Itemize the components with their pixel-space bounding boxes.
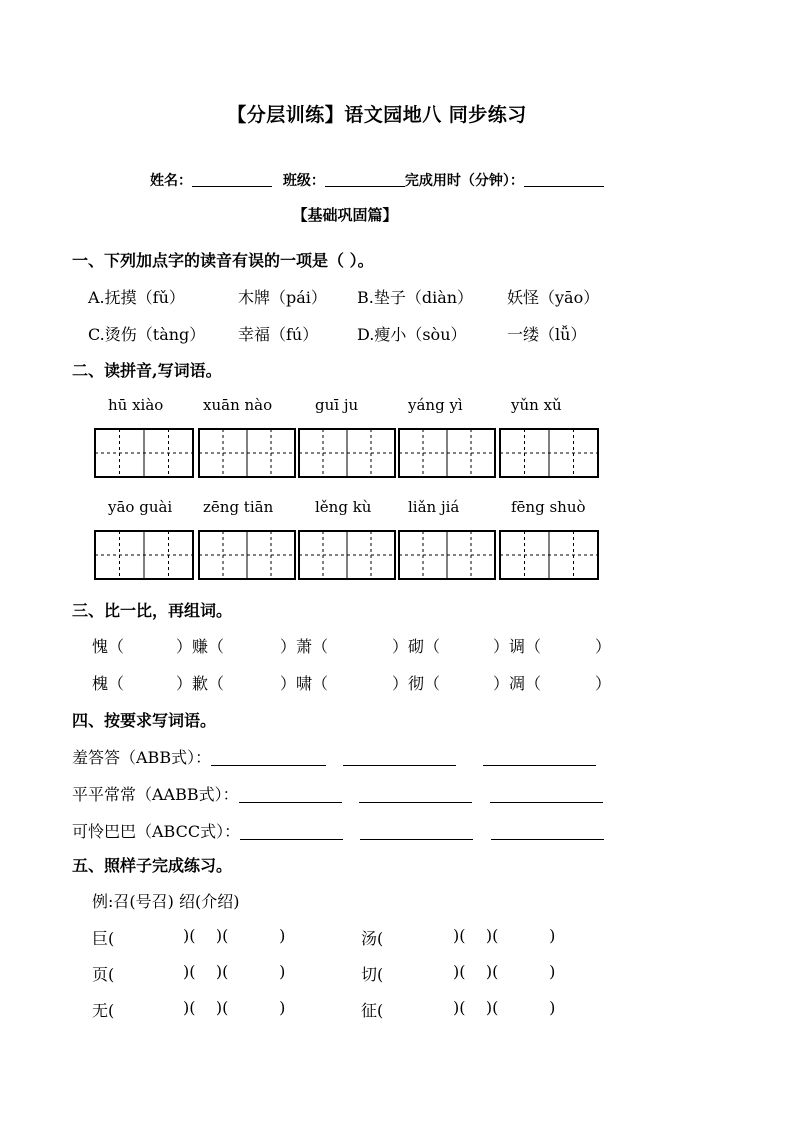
section-subtitle: 【基础巩固篇】 [292,206,398,224]
paren-group: )( )( ) [183,926,286,945]
pinyin-label: fēng shuò [511,498,586,516]
q5-left-char: 页( [92,965,115,984]
q5-left-char: 巨( [92,929,115,948]
writing-grid-row-2[interactable] [0,527,794,587]
pinyin-label: lěng kù [315,498,372,516]
q5-example: 例:召(号召) 绍(介绍) [92,892,240,911]
class-label: 班级： [282,173,325,189]
q1-option: 妖怪（yāo） [507,288,600,307]
char-compare-item: ） [595,674,612,693]
char-compare-item: ）调（ [493,637,542,656]
time-label: 完成用时（分钟）： [404,173,524,189]
q1-option: B.垫子（diàn） [357,288,474,307]
q5-heading: 五、照样子完成练习。 [72,856,233,875]
answer-line[interactable] [211,749,326,766]
char-compare-item: 槐（ [92,674,125,693]
answer-line[interactable] [343,749,456,766]
q5-left-char: 无( [92,1001,115,1020]
char-compare-item: ）凋（ [493,674,542,693]
writing-grid-row-1[interactable] [0,425,794,485]
pinyin-label: zēng tiān [203,498,274,516]
char-compare-item: ）砌（ [392,637,441,656]
q4-item-label: 羞答答（ABB式）： [72,748,212,767]
q4-item [72,745,596,768]
pinyin-label: xuān nào [203,396,273,414]
char-compare-item: ）赚（ [176,637,225,656]
answer-line[interactable] [359,786,472,803]
char-compare-item: 愧（ [92,637,125,656]
pinyin-label: yǔn xǔ [511,396,562,414]
pinyin-label: yáng yì [408,396,463,414]
paren-group: )( )( ) [453,998,556,1017]
q3-heading: 三、比一比，再组词。 [72,601,233,620]
q5-right-char: 切( [361,965,384,984]
paren-group: )( )( ) [183,962,286,981]
pinyin-label: liǎn jiá [408,498,460,516]
q4-item-label: 平平常常（AABB式）： [72,785,239,804]
q4-heading: 四、按要求写词语。 [72,711,217,730]
answer-line[interactable] [483,749,596,766]
q5-right-char: 汤( [361,929,384,948]
q4-item [72,782,603,805]
char-compare-item: ）啸（ [280,674,329,693]
char-compare-item: ） [595,637,612,656]
paren-group: )( )( ) [453,926,556,945]
q1-heading: 一、下列加点字的读音有误的一项是（ ）。 [72,251,374,270]
page-title: 【分层训练】语文园地八 同步练习 [227,104,527,126]
q2-heading: 二、读拼音,写词语。 [72,361,222,380]
name-label: 姓名： [150,173,192,189]
q4-item-label: 可怜巴巴（ABCC式）： [72,822,241,841]
pinyin-label: hū xiào [108,396,164,414]
answer-line[interactable] [360,823,473,840]
answer-line[interactable] [239,786,342,803]
answer-line[interactable] [491,823,604,840]
student-info [150,170,604,190]
answer-line[interactable] [490,786,603,803]
answer-line[interactable] [240,823,343,840]
name-field[interactable] [192,172,272,187]
char-compare-item: ）歉（ [176,674,225,693]
q4-item [72,819,604,842]
q1-option: 一缕（lǚ） [507,325,587,344]
pinyin-label: yāo guài [108,498,173,516]
q1-option: A.抚摸（fǔ） [88,288,185,307]
q1-option: 幸福（fú） [238,325,319,344]
pinyin-label: guī ju [315,396,359,414]
char-compare-item: ）萧（ [280,637,329,656]
paren-group: )( )( ) [183,998,286,1017]
q1-option: D.瘦小（sòu） [357,325,467,344]
class-field[interactable] [325,172,405,187]
time-field[interactable] [524,172,604,187]
q1-option: C.烫伤（tàng） [88,325,206,344]
q1-option: 木牌（pái） [238,288,327,307]
char-compare-item: ）彻（ [392,674,441,693]
q5-right-char: 征( [361,1001,384,1020]
paren-group: )( )( ) [453,962,556,981]
